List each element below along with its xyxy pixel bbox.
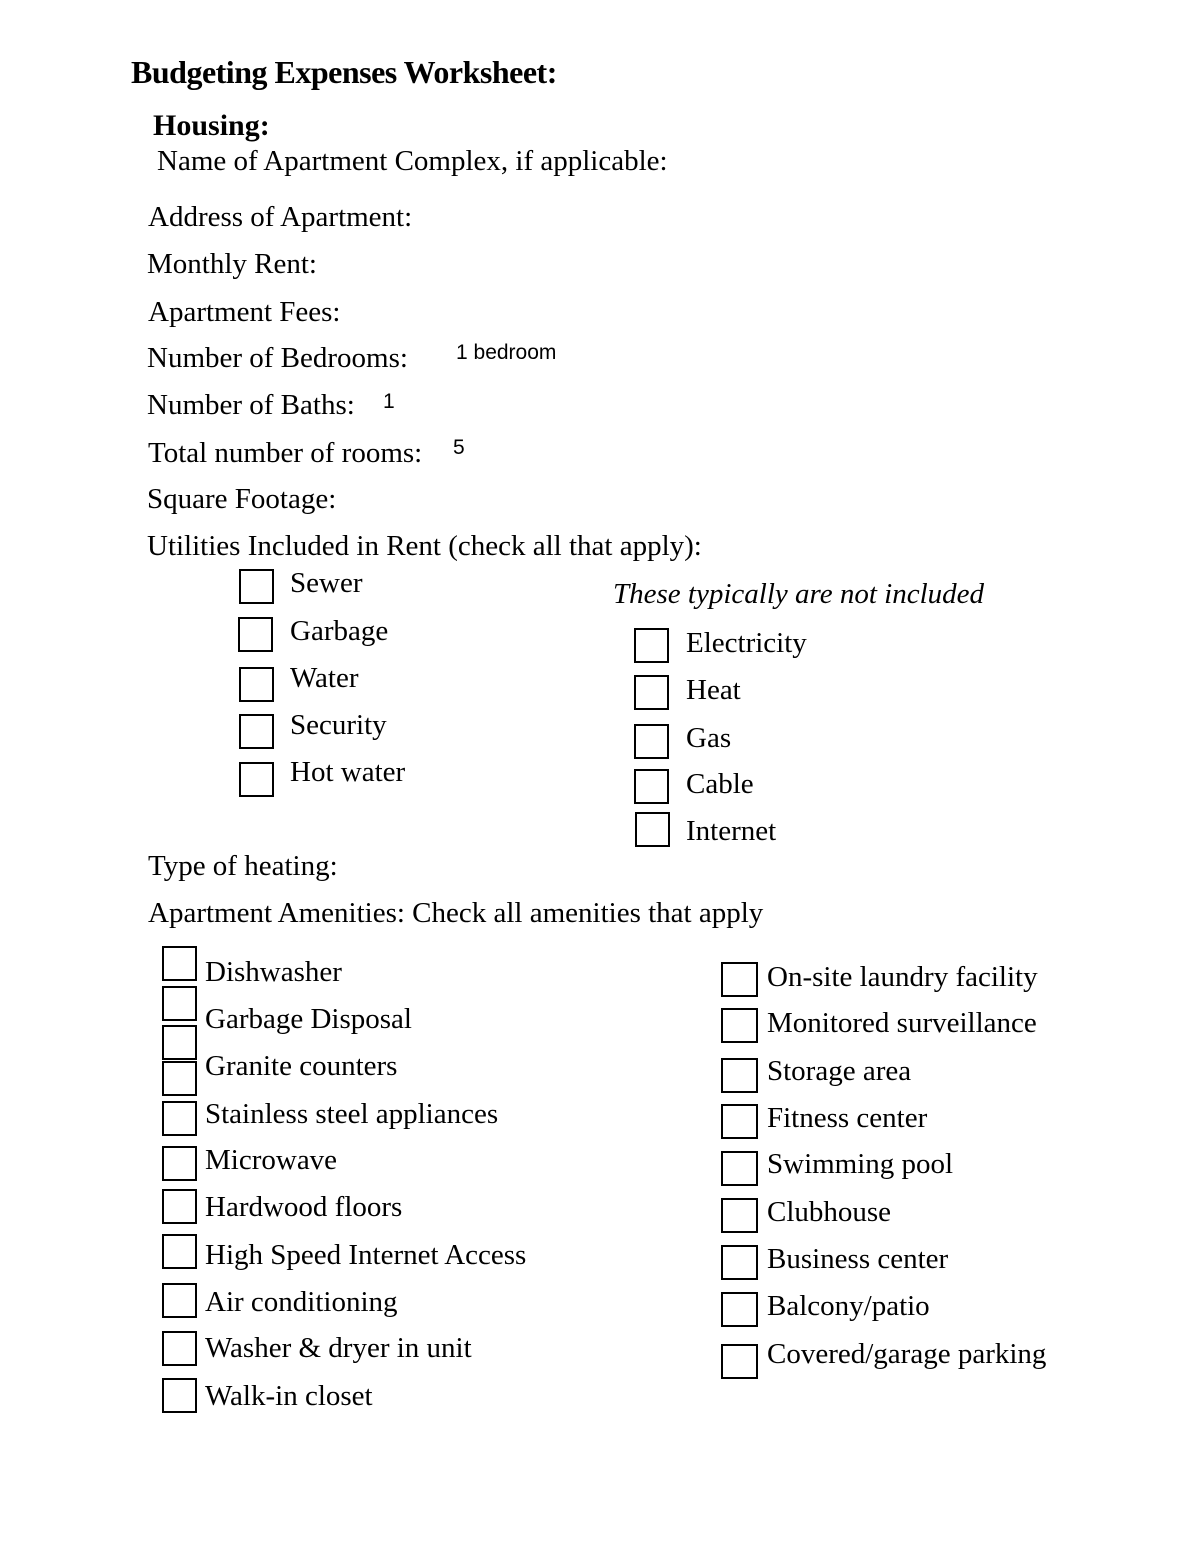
monitored-surveillance-checkbox[interactable] — [721, 1008, 758, 1043]
fitness-center-checkbox[interactable] — [721, 1104, 758, 1139]
utilities-note: These typically are not included — [613, 578, 984, 610]
clubhouse-label: Clubhouse — [767, 1196, 892, 1228]
worksheet-title: Budgeting Expenses Worksheet: — [131, 54, 557, 90]
garbage-disposal-checkbox[interactable] — [162, 986, 197, 1021]
electricity-label: Electricity — [686, 627, 807, 659]
hot-water-checkbox[interactable] — [239, 762, 274, 797]
hardwood-floors-checkbox[interactable] — [162, 1189, 197, 1224]
garbage-checkbox[interactable] — [238, 617, 273, 652]
total-rooms-value[interactable]: 5 — [453, 436, 465, 459]
sewer-label: Sewer — [290, 567, 363, 599]
internet-label: Internet — [686, 815, 777, 847]
gas-checkbox[interactable] — [634, 724, 669, 759]
air-conditioning-checkbox[interactable] — [162, 1283, 197, 1318]
garbage-disposal-label: Garbage Disposal — [205, 1003, 412, 1035]
granite-counters-label: Granite counters — [205, 1050, 398, 1082]
granite-counters-checkbox-lower[interactable] — [162, 1061, 197, 1096]
electricity-checkbox[interactable] — [634, 628, 669, 663]
covered-parking-checkbox[interactable] — [721, 1344, 758, 1379]
storage-area-label: Storage area — [767, 1055, 912, 1087]
covered-parking-label: Covered/garage parking — [767, 1338, 1047, 1370]
washer-dryer-label: Washer & dryer in unit — [205, 1332, 472, 1364]
heat-label: Heat — [686, 674, 741, 706]
walk-in-closet-label: Walk-in closet — [205, 1380, 373, 1412]
water-checkbox[interactable] — [239, 667, 274, 702]
business-center-checkbox[interactable] — [721, 1245, 758, 1280]
microwave-label: Microwave — [205, 1144, 338, 1176]
washer-dryer-checkbox[interactable] — [162, 1331, 197, 1366]
heating-label: Type of heating: — [148, 850, 338, 882]
gas-label: Gas — [686, 722, 732, 754]
square-footage-label: Square Footage: — [147, 483, 337, 515]
swimming-pool-checkbox[interactable] — [721, 1151, 758, 1186]
security-checkbox[interactable] — [239, 714, 274, 749]
security-label: Security — [290, 709, 387, 741]
stainless-steel-label: Stainless steel appliances — [205, 1098, 499, 1130]
bedrooms-value[interactable]: 1 bedroom — [456, 341, 557, 364]
cable-label: Cable — [686, 768, 754, 800]
heat-checkbox[interactable] — [634, 675, 669, 710]
walk-in-closet-checkbox[interactable] — [162, 1378, 197, 1413]
hardwood-floors-label: Hardwood floors — [205, 1191, 403, 1223]
storage-area-checkbox[interactable] — [721, 1058, 758, 1093]
on-site-laundry-checkbox[interactable] — [721, 962, 758, 997]
granite-counters-checkbox[interactable] — [162, 1025, 197, 1060]
stainless-steel-checkbox[interactable] — [162, 1101, 197, 1136]
business-center-label: Business center — [767, 1243, 949, 1275]
apartment-complex-label: Name of Apartment Complex, if applicable: — [157, 145, 668, 177]
utilities-label: Utilities Included in Rent (check all that apply): — [147, 530, 702, 562]
balcony-patio-checkbox[interactable] — [721, 1292, 758, 1327]
monthly-rent-label: Monthly Rent: — [147, 248, 317, 280]
dishwasher-checkbox[interactable] — [162, 946, 197, 981]
monitored-surveillance-label: Monitored surveillance — [767, 1007, 1037, 1039]
sewer-checkbox[interactable] — [239, 569, 274, 604]
amenities-label: Apartment Amenities: Check all amenities that apply — [148, 897, 764, 929]
high-speed-internet-checkbox[interactable] — [162, 1234, 197, 1269]
cable-checkbox[interactable] — [634, 769, 669, 804]
address-label: Address of Apartment: — [148, 201, 413, 233]
baths-value[interactable]: 1 — [383, 390, 395, 413]
internet-checkbox[interactable] — [635, 812, 670, 847]
water-label: Water — [290, 662, 359, 694]
total-rooms-label: Total number of rooms: — [148, 437, 423, 469]
clubhouse-checkbox[interactable] — [721, 1198, 758, 1233]
fitness-center-label: Fitness center — [767, 1102, 928, 1134]
hot-water-label: Hot water — [290, 756, 406, 788]
swimming-pool-label: Swimming pool — [767, 1148, 954, 1180]
housing-heading: Housing: — [153, 109, 270, 142]
garbage-label: Garbage — [290, 615, 389, 647]
apartment-fees-label: Apartment Fees: — [148, 296, 341, 328]
high-speed-internet-label: High Speed Internet Access — [205, 1239, 527, 1271]
on-site-laundry-label: On-site laundry facility — [767, 961, 1038, 993]
microwave-checkbox[interactable] — [162, 1146, 197, 1181]
baths-label: Number of Baths: — [147, 389, 355, 421]
balcony-patio-label: Balcony/patio — [767, 1290, 930, 1322]
dishwasher-label: Dishwasher — [205, 956, 342, 988]
air-conditioning-label: Air conditioning — [205, 1286, 398, 1318]
bedrooms-label: Number of Bedrooms: — [147, 342, 408, 374]
